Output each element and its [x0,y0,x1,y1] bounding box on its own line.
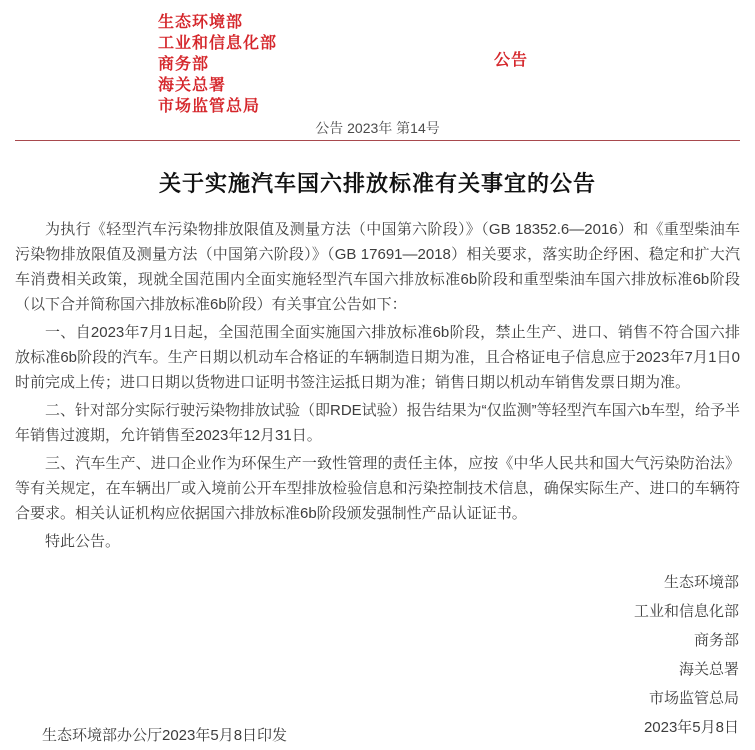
red-divider [15,140,740,141]
paragraph-closing: 特此公告。 [45,533,121,550]
signature-agency: 生态环境部 [663,574,739,591]
issuing-agency: 生态环境部 [158,14,244,31]
signature-agency: 商务部 [693,632,739,649]
issuing-agencies-list [158,12,755,117]
signature-agency: 工业和信息化部 [633,603,739,620]
announcement-body [15,217,740,554]
paragraph-intro: 为执行《轻型汽车污染物排放限值及测量方法（中国第六阶段）》（GB 18352.6—2016）和《重型柴油车污染物排放限值及测量方法（中国第六阶段）》（GB 17691—2018）相关要求，落实助企纾困、稳定和扩大汽车消费相关政策，现就全国范围内全面实施轻型汽车国六排放标准6b阶段和重型柴油车国六排放标准6b阶段（以下合并简称国六排放标准6b阶段）有关事宜公告如下： [15,221,740,313]
signature-date: 2023年5月8日 [643,719,739,736]
signature-agency: 市场监管总局 [648,690,739,707]
document-number: 公告 2023年 第14号 [315,120,440,136]
announcement-title: 关于实施汽车国六排放标准有关事宜的公告 [158,171,596,196]
issuing-agency: 工业和信息化部 [158,35,278,52]
document-header [0,0,755,117]
print-imprint-note: 生态环境部办公厅2023年5月8日印发 [42,727,288,744]
paragraph-item-1: 一、自2023年7月1日起，全国范围全面实施国六排放标准6b阶段，禁止生产、进口、销售不符合国六排放标准6b阶段的汽车。生产日期以机动车合格证的车辆制造日期为准，且合格证电子信息应于2023年7月1日0时前完成上传；进口日期以货物进口证明书签注运抵日期为准；销售日期以机动车销售发票日期为准。 [15,324,740,391]
issuing-agency: 商务部 [158,56,210,73]
paragraph-item-3: 三、汽车生产、进口企业作为环保生产一致性管理的责任主体，应按《中华人民共和国大气污染防治法》等有关规定，在车辆出厂或入境前公开车型排放检验信息和污染控制技术信息，确保实际生产、进口的车辆符合要求。相关认证机构应依据国六排放标准6b阶段颁发强制性产品认证证书。 [15,455,740,522]
signature-agency: 海关总署 [678,661,739,678]
paragraph-item-2: 二、针对部分实际行驶污染物排放试验（即RDE试验）报告结果为“仅监测”等轻型汽车国六b车型，给予半年销售过渡期，允许销售至2023年12月31日。 [15,402,741,444]
issuing-agency: 市场监管总局 [158,98,261,115]
notice-type-label: 公告 [494,52,529,69]
issuing-agency: 海关总署 [158,77,227,94]
signature-block [15,568,739,742]
